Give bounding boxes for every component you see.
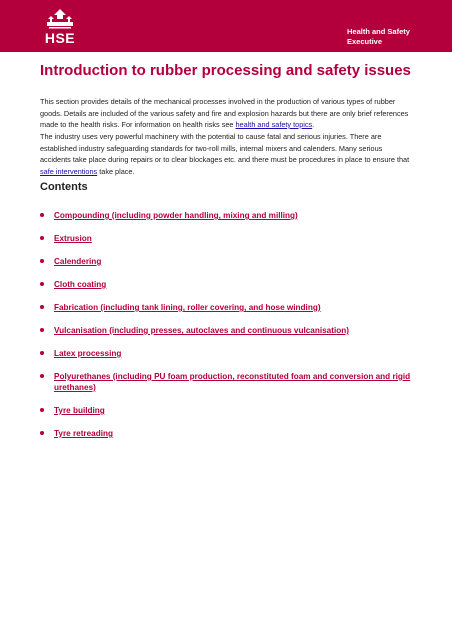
contents-item (40, 279, 412, 290)
intro-paragraph-1 (40, 96, 412, 131)
bullet-icon (40, 213, 44, 217)
bullet-icon (40, 408, 44, 412)
contents-link-extrusion[interactable]: Extrusion (54, 234, 92, 243)
contents-item (40, 302, 412, 313)
hse-logo[interactable] (40, 7, 80, 47)
contents-item (40, 256, 412, 267)
contents-item (40, 371, 412, 393)
logo-text: HSE (44, 30, 76, 46)
contents-link-fabrication[interactable]: Fabrication (including tank lining, roller covering, and hose winding) (54, 303, 321, 312)
contents-link-tyre-retreading[interactable]: Tyre retreading (54, 429, 113, 438)
contents-link-compounding[interactable]: Compounding (including powder handling, mixing and milling) (54, 211, 298, 220)
org-name-line-1: Health and Safety (347, 27, 410, 36)
bullet-icon (40, 236, 44, 240)
contents-list (40, 210, 412, 439)
organisation-name (347, 27, 447, 47)
contents-link-tyre-building[interactable]: Tyre building (54, 406, 105, 415)
contents-heading: Contents (40, 181, 88, 193)
contents-link-vulcanisation[interactable]: Vulcanisation (including presses, autoclaves and continuous vulcanisation) (54, 326, 349, 335)
contents-link-polyurethanes[interactable]: Polyurethanes (including PU foam production, reconstituted foam and conversion and rigid urethanes) (54, 372, 411, 392)
contents-item (40, 428, 412, 439)
org-name-line-2: Executive (347, 37, 383, 46)
contents-item (40, 348, 412, 359)
contents-link-calendering[interactable]: Calendering (54, 257, 102, 266)
bullet-icon (40, 374, 44, 378)
contents-link-latex-processing[interactable]: Latex processing (54, 349, 122, 358)
contents-item (40, 325, 412, 336)
intro-paragraph-1-text: This section provides details of the mechanical processes involved in the production of various types of rubber goods. Details are included of the various safety and fire and explosion hazards but there are only brief references made to the health risks. For information on health risks see (40, 97, 409, 129)
contents-item (40, 405, 412, 416)
contents-item (40, 210, 412, 221)
page-title: Introduction to rubber processing and safety issues (40, 62, 411, 79)
contents-item (40, 233, 412, 244)
bullet-icon (40, 351, 44, 355)
bullet-icon (40, 431, 44, 435)
intro-paragraph-2 (40, 131, 412, 177)
bullet-icon (40, 305, 44, 309)
bullet-icon (40, 282, 44, 286)
health-and-safety-topics-link[interactable]: health and safety topics (235, 120, 313, 129)
contents-link-cloth-coating[interactable]: Cloth coating (54, 280, 107, 289)
bullet-icon (40, 259, 44, 263)
bullet-icon (40, 328, 44, 332)
intro-paragraph-1-end: . (312, 120, 315, 129)
safe-interventions-link[interactable]: safe interventions (40, 166, 98, 176)
intro-paragraph-2-text: The industry uses very powerful machinery with the potential to cause fatal and serious injuries. There are established industry safeguarding standards for two-roll mills, internal mixers and calenders. Many serious accidents take place during repairs or to clear blockages etc. and there must be procedures in place to ensure that (40, 132, 410, 164)
intro-paragraph-2-end: take place. (97, 166, 135, 176)
header-banner (0, 0, 452, 52)
